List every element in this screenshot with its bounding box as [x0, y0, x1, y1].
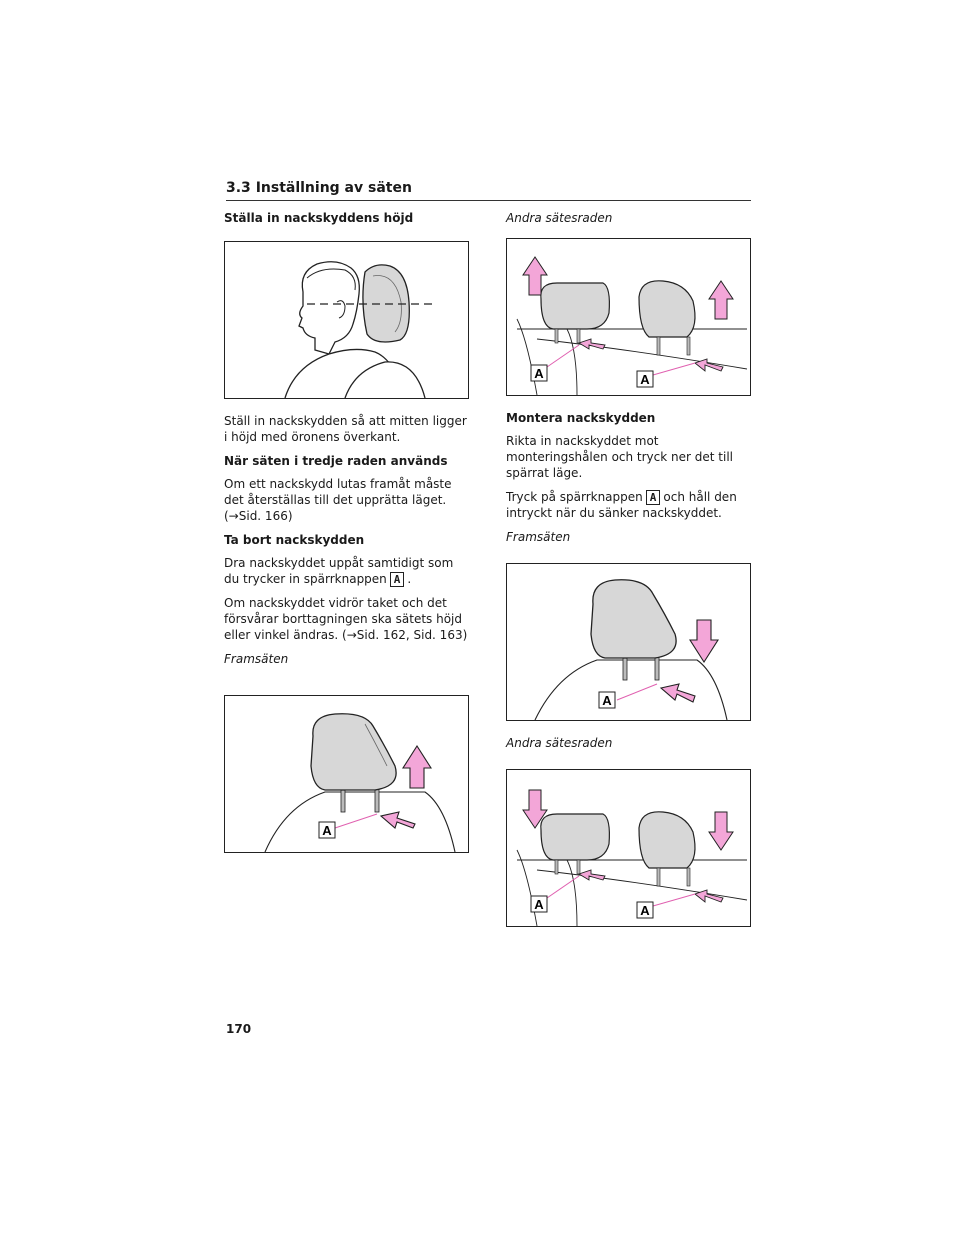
section-header	[226, 180, 751, 201]
heading-remove: Ta bort nackskydden	[224, 533, 365, 547]
caption-front-seats: Framsäten	[224, 652, 289, 666]
paragraph-remove: Dra nackskyddet uppåt samtidigt som du trycker in spärrknappen A .	[224, 556, 454, 586]
figure-label: A	[534, 366, 544, 381]
figure-label: A	[534, 897, 544, 912]
heading-install: Montera nackskydden	[506, 411, 656, 425]
right-column	[506, 210, 751, 941]
lock-button-badge: A	[646, 490, 661, 505]
page-number: 170	[226, 1022, 252, 1036]
paragraph-adjust: Ställ in nackskydden så att mitten ligger i höjd med öronens överkant.	[224, 414, 467, 444]
figure-second-row-remove	[506, 238, 751, 396]
caption-second-row-2: Andra sätesraden	[506, 736, 613, 750]
figure-front-install	[506, 563, 751, 721]
caption-front-seats-right: Framsäten	[506, 530, 571, 544]
front-seat-install-illustration	[507, 564, 750, 720]
paragraph-install: Rikta in nackskyddet mot monteringshålen och tryck ner det till spärrat läge.	[506, 434, 733, 480]
section-title: Inställning av säten	[255, 180, 412, 196]
paragraph-roof: Om nackskyddet vidrör taket och det försvårar borttagningen ska sätets höjd eller vinkel ändras. (→Sid. 162, Sid. 163)	[224, 596, 468, 642]
section-number: 3.3	[226, 180, 251, 196]
second-row-remove-illustration	[507, 239, 750, 395]
caption-second-row: Andra sätesraden	[506, 211, 613, 225]
figure-label: A	[640, 372, 650, 387]
figure-second-row-install	[506, 769, 751, 927]
paragraph-lower: Tryck på spärrknappen A och håll den intryckt när du sänker nackskyddet.	[506, 490, 737, 520]
figure-label: A	[602, 693, 612, 708]
figure-head-position	[224, 241, 469, 399]
figure-label: A	[322, 823, 332, 838]
heading-adjust-height: Ställa in nackskyddens höjd	[224, 211, 414, 225]
figure-label: A	[640, 903, 650, 918]
left-column	[224, 210, 469, 867]
second-row-install-illustration	[507, 770, 750, 926]
head-illustration	[225, 242, 468, 398]
paragraph-third-row: Om ett nackskydd lutas framåt måste det återställas till det upprätta läget. (→Sid. 166)	[224, 477, 452, 523]
heading-third-row: När säten i tredje raden används	[224, 454, 448, 468]
figure-front-remove	[224, 695, 469, 853]
front-seat-remove-illustration	[225, 696, 468, 852]
lock-button-badge: A	[390, 572, 405, 587]
